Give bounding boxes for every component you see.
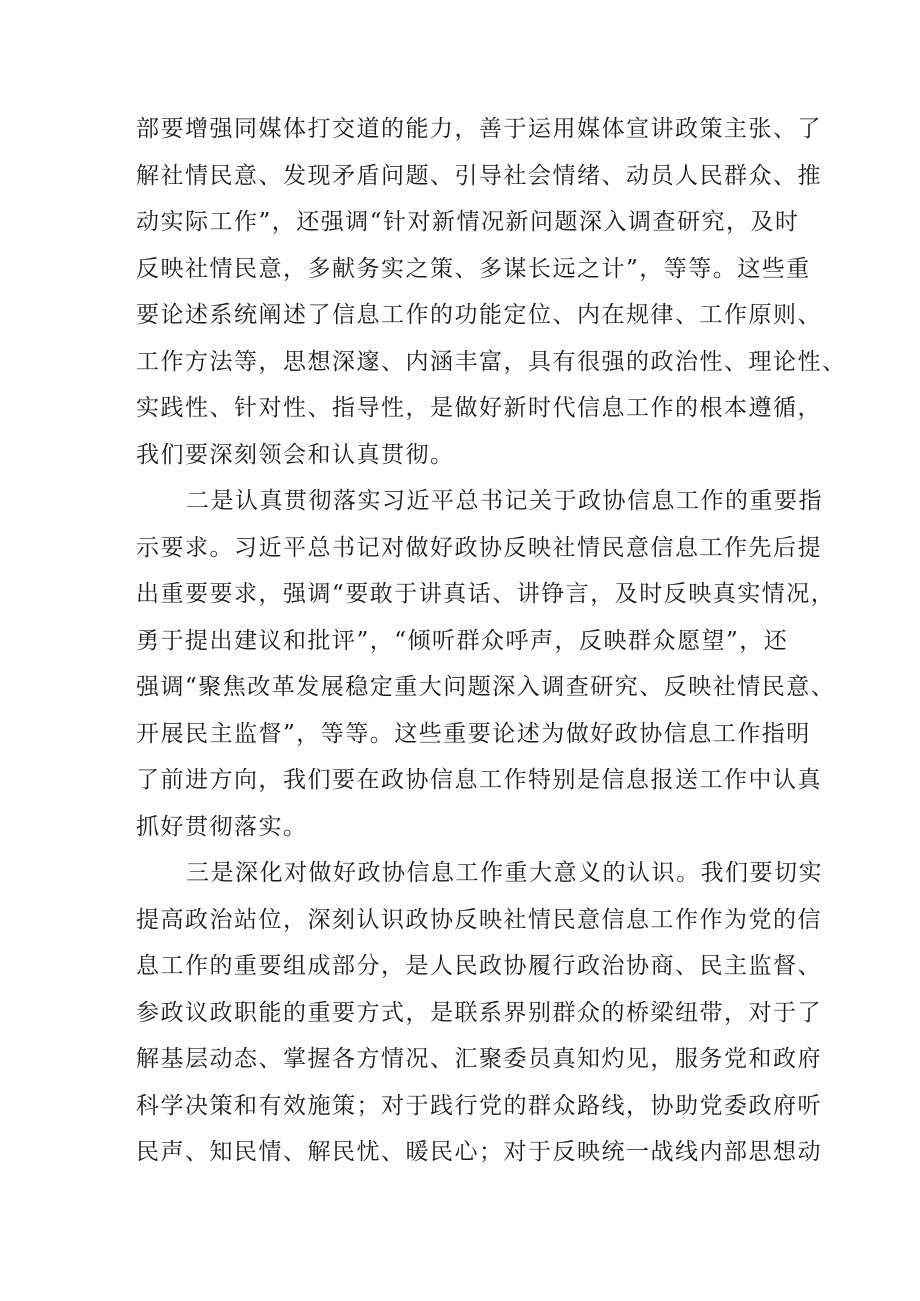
text-line: 解基层动态、掌握各方情况、汇聚委员真知灼见，服务党和政府: [136, 1046, 822, 1072]
text-line: 出重要要求，强调“要敢于讲真话、讲铮言，及时反映真实情况，: [136, 581, 836, 607]
text-line: 民声、知民情、解民忧、暖民心；对于反映统一战线内部思想动: [136, 1139, 822, 1165]
paragraph-continuation: [136, 106, 847, 478]
document-body: [136, 106, 847, 1176]
text-line: 强调“聚焦改革发展稳定重大问题深入调查研究、反映社情民意、: [136, 674, 836, 700]
text-line: 三是深化对做好政协信息工作重大意义的认识。我们要切实: [186, 860, 823, 886]
text-line: 示要求。习近平总书记对做好政协反映社情民意信息工作先后提: [136, 534, 822, 561]
text-line: 实践性、针对性、指导性，是做好新时代信息工作的根本遵循，: [136, 395, 822, 421]
text-line: 息工作的重要组成部分，是人民政协履行政治协商、民主监督、: [136, 953, 822, 979]
paragraph-second-point: [136, 478, 836, 850]
text-line: 部要增强同媒体打交道的能力，善于运用媒体宣讲政策主张、了: [136, 116, 822, 142]
text-line: 动实际工作”，还强调“针对新情况新问题深入调查研究，及时: [136, 209, 800, 235]
text-line: 参政议政职能的重要方式，是联系界别群众的桥梁纽带，对于了: [136, 999, 822, 1026]
text-line: 我们要深刻领会和认真贯彻。: [136, 441, 455, 468]
text-line: 了前进方向，我们要在政协信息工作特别是信息报送工作中认真: [136, 767, 822, 793]
text-line: 提高政治站位，深刻认识政协反映社情民意信息工作作为党的信: [136, 906, 822, 933]
text-line: 解社情民意、发现矛盾问题、引导社会情绪、动员人民群众、推: [136, 162, 822, 189]
text-line: 勇于提出建议和批评”，“倾听群众呼声，反映群众愿望”，还: [136, 627, 789, 654]
text-line: 反映社情民意，多献务实之策、多谋长远之计”，等等。这些重: [136, 255, 811, 282]
text-line: 二是认真贯彻落实习近平总书记关于政协信息工作的重要指: [186, 488, 823, 514]
text-line: 要论述系统阐述了信息工作的功能定位、内在规律、工作原则、: [136, 302, 822, 328]
text-line: 科学决策和有效施策；对于践行党的群众路线，协助党委政府听: [136, 1092, 822, 1119]
text-line: 开展民主监督”，等等。这些重要论述为做好政协信息工作指明: [136, 720, 811, 747]
paragraph-third-point: [136, 850, 823, 1176]
text-line: 工作方法等，思想深邃、内涵丰富，具有很强的政治性、理论性、: [136, 348, 847, 375]
text-line: 抓好贯彻落实。: [136, 813, 308, 840]
